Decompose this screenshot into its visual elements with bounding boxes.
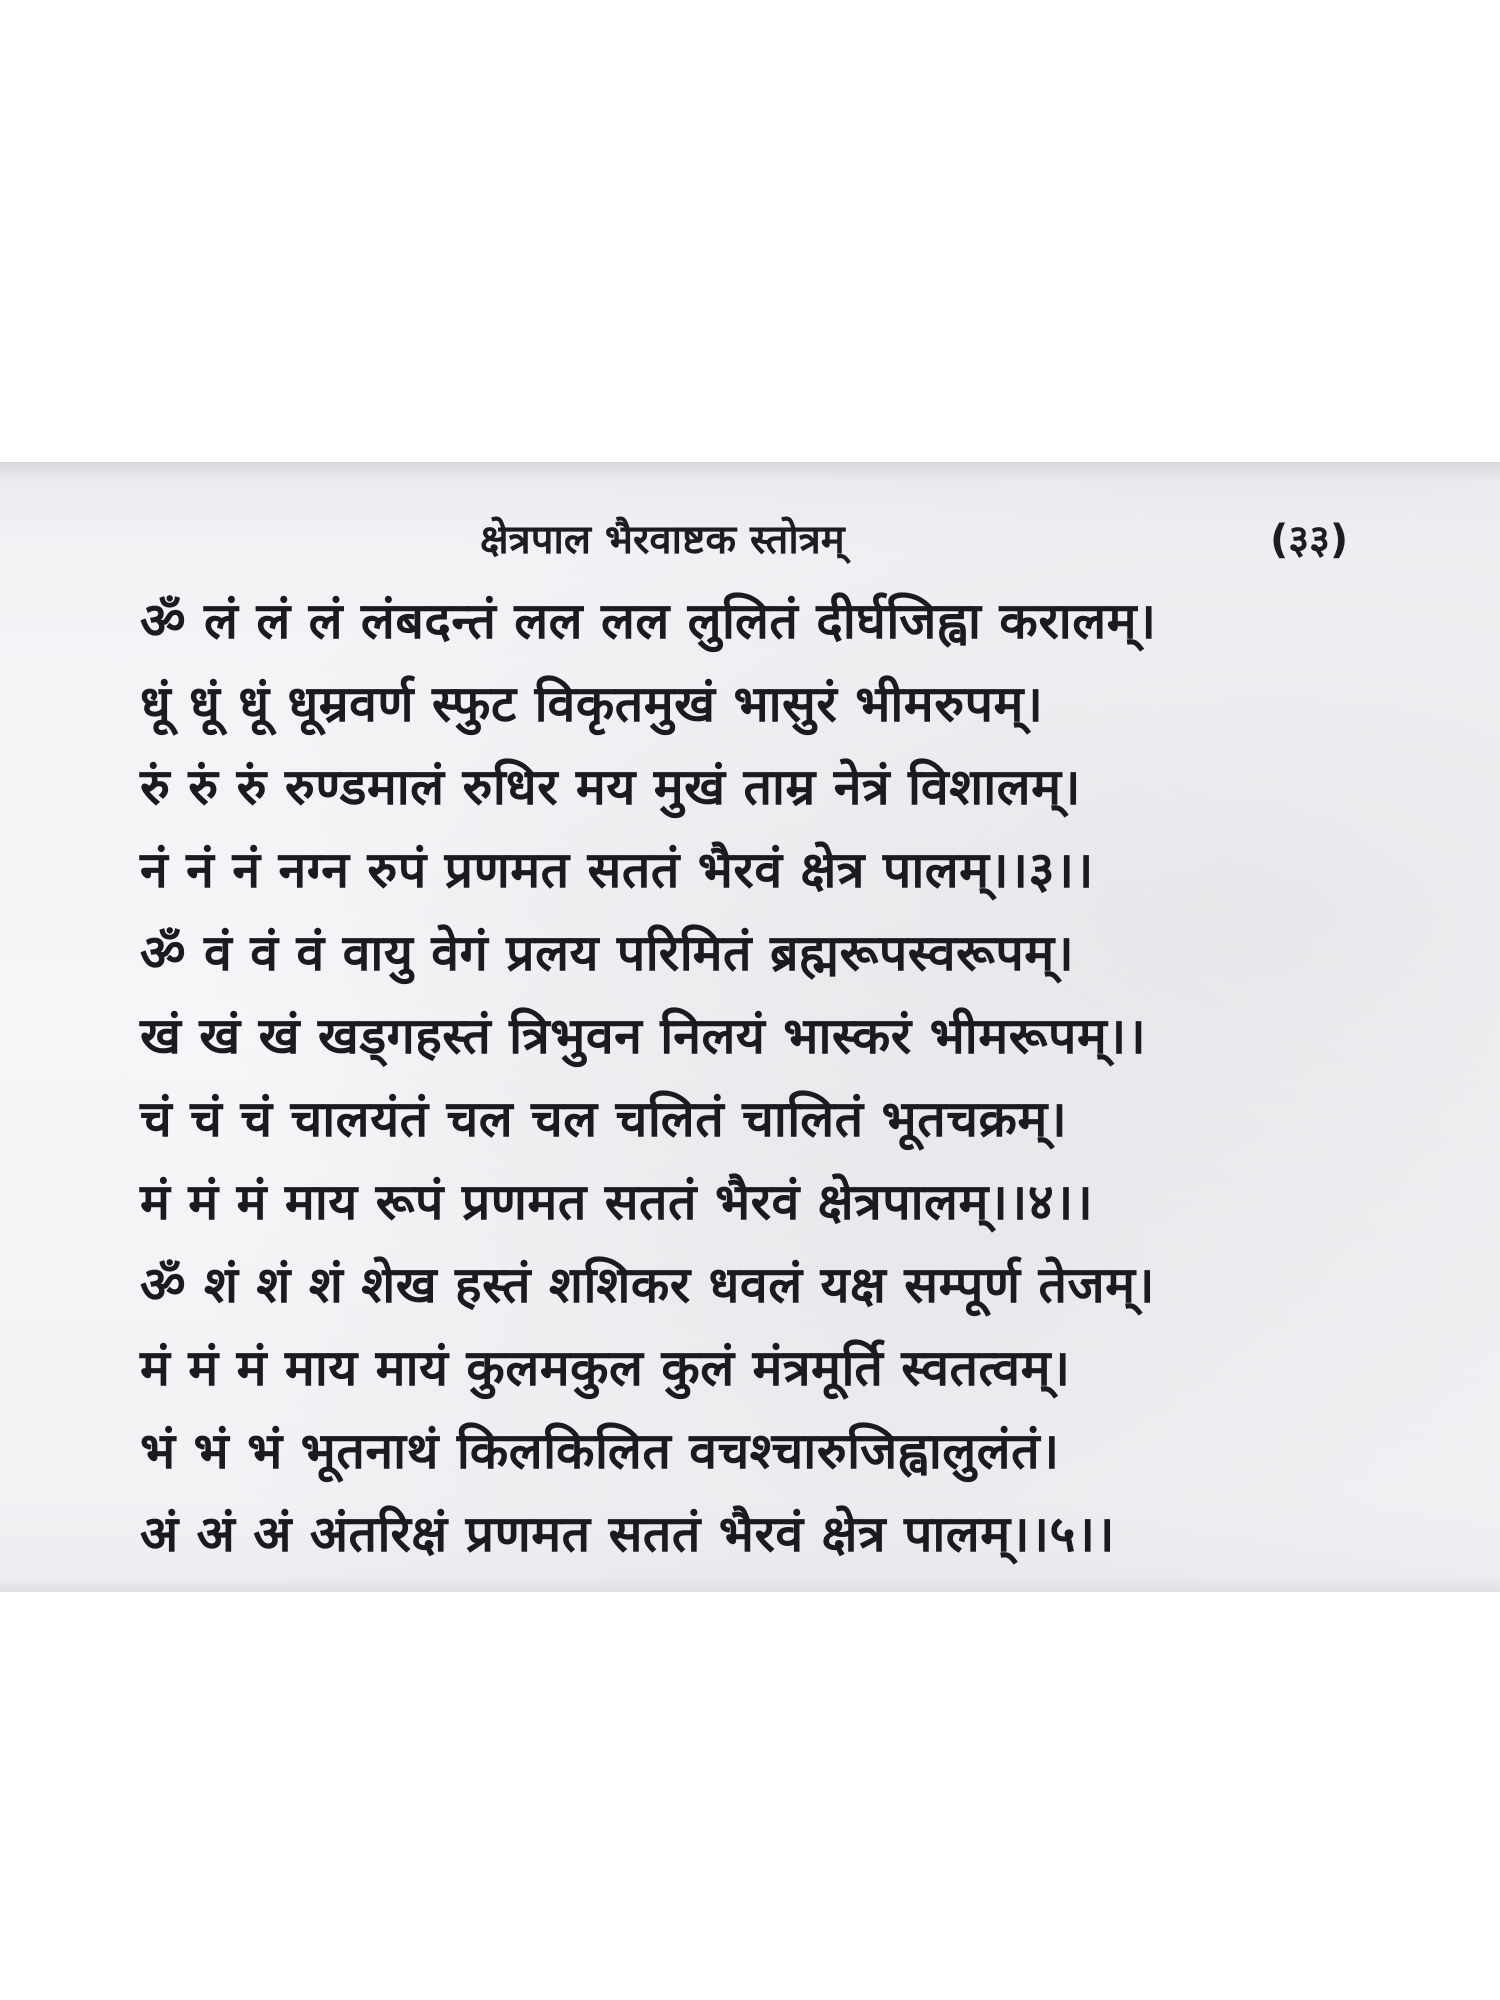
verse-line: खं खं खं खड्गहस्तं त्रिभुवन निलयं भास्करं भीमरूपम्।।	[140, 1007, 1147, 1065]
verse-line: चं चं चं चालयंतं चल चल चलितं चालितं भूतचक्रम्।	[140, 1090, 1068, 1148]
verse-line: ॐ वं वं वं वायु वेगं प्रलय परिमितं ब्रह्मरूपस्वरूपम्।	[140, 924, 1075, 982]
page-header	[0, 510, 1500, 570]
verse-line: मं मं मं माय रूपं प्रणमत सततं भैरवं क्षेत्रपालम्।।४।।	[140, 1173, 1094, 1231]
scanned-page	[0, 462, 1500, 1592]
verse-line: अं अं अं अंतरिक्षं प्रणमत सततं भैरवं क्षेत्र पालम्।।५।।	[140, 1505, 1115, 1563]
verse-line: मं मं मं माय मायं कुलमकुल कुलं मंत्रमूर्ति स्वतत्वम्।	[140, 1339, 1071, 1397]
verse-line: नं नं नं नग्न रुपं प्रणमत सततं भैरवं क्षेत्र पालम्।।३।।	[140, 841, 1094, 899]
page-number: (३३)	[1270, 517, 1349, 563]
page-title: क्षेत्रपाल भैरवाष्टक स्तोत्रम्	[480, 517, 845, 563]
verse-line: रुं रुं रुं रुण्डमालं रुधिर मय मुखं ताम्र नेत्रं विशालम्।	[140, 758, 1081, 816]
scan-top-edge	[0, 462, 1500, 480]
verse-block	[140, 580, 1440, 1576]
scan-bottom-edge	[0, 1578, 1500, 1592]
verse-line: ॐ शं शं शं शेख हस्तं शशिकर धवलं यक्ष सम्पूर्ण तेजम्।	[140, 1256, 1155, 1314]
verse-line: धूं धूं धूं धूम्रवर्ण स्फुट विकृतमुखं भासुरं भीमरुपम्।	[140, 675, 1044, 733]
verse-line: भं भं भं भूतनाथं किलकिलित वचश्चारुजिह्वालुलंतं।	[140, 1422, 1060, 1480]
verse-line: ॐ लं लं लं लंबदन्तं लल लल लुलितं दीर्घजिह्वा करालम्।	[140, 592, 1157, 650]
